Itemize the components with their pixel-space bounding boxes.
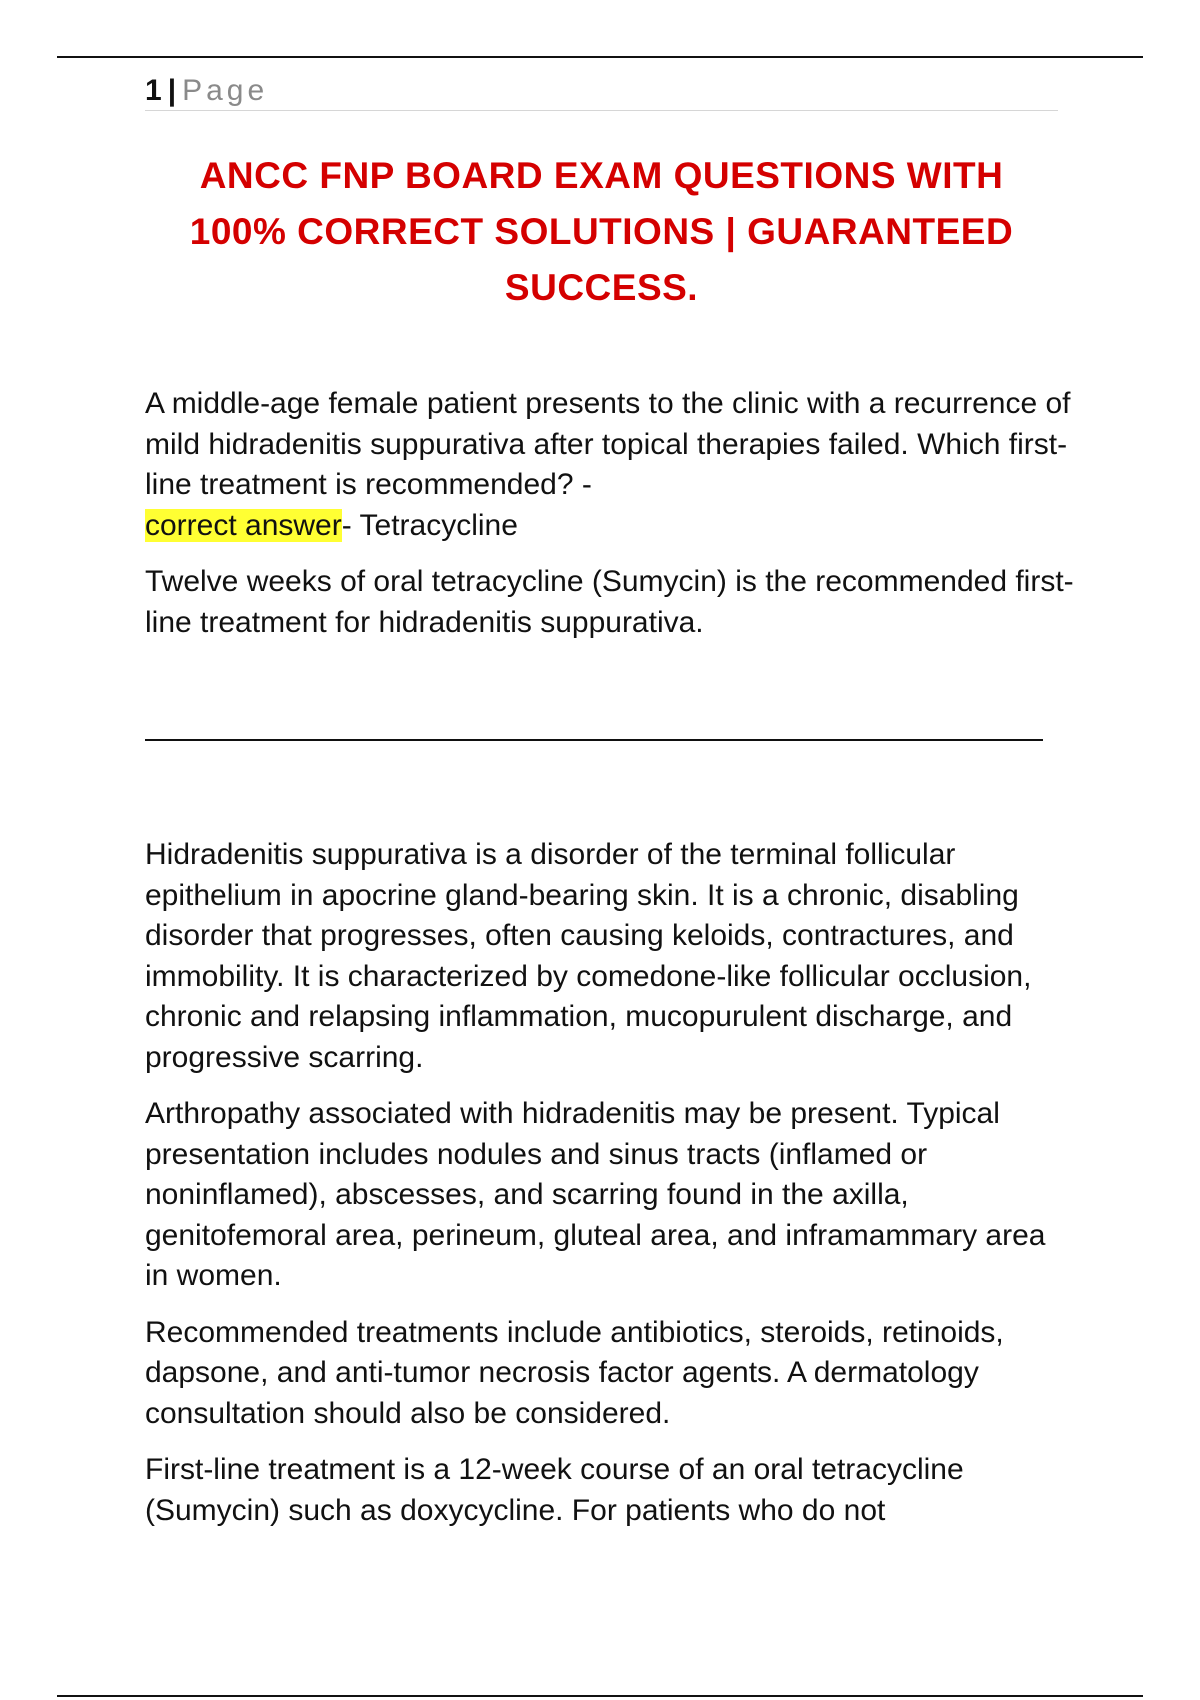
page-separator: |: [167, 74, 177, 107]
page-top-rule: [57, 56, 1143, 58]
body-paragraph-2: Arthropathy associated with hidradenitis may be present. Typical presentation includes nodules and sinus tracts (inflamed or noninflamed), abscesses, and scarring found in the axilla, genitofemoral area, perineum, gluteal area, and inframammary area in women.: [145, 1097, 1046, 1292]
body-paragraph-4: First-line treatment is a 12-week course of an oral tetracycline (Sumycin) such as doxycycline. For patients who do not: [145, 1453, 964, 1527]
page-header: [145, 72, 1058, 111]
page-label: Page: [182, 74, 269, 107]
question-paragraph: [145, 384, 1075, 546]
answer-label-highlight: correct answer: [145, 508, 342, 542]
question-text: A middle-age female patient presents to the clinic with a recurrence of mild hidradenitis suppurativa after topical therapies failed. Which first-line treatment is recommended? -: [145, 387, 1071, 501]
title-line-2: 100% CORRECT SOLUTIONS | GUARANTEED: [189, 211, 1014, 252]
document-body: [145, 384, 1075, 1531]
explanation-paragraph: Twelve weeks of oral tetracycline (Sumycin) is the recommended first-line treatment for hidradenitis suppurativa.: [145, 565, 1074, 639]
title-line-1: ANCC FNP BOARD EXAM QUESTIONS WITH: [199, 155, 1004, 196]
page-bottom-rule: [57, 1695, 1143, 1697]
body-paragraph-1: Hidradenitis suppurativa is a disorder of the terminal follicular epithelium in apocrine gland-bearing skin. It is a chronic, disabling disorder that progresses, often causing keloids, contractures, and immobility. It is characterized by comedone-like follicular occlusion, chronic and relapsing inflammation, mucopurulent discharge, and progressive scarring.: [145, 838, 1032, 1074]
answer-text: - Tetracycline: [341, 508, 518, 542]
body-paragraph-3: Recommended treatments include antibiotics, steroids, retinoids, dapsone, and anti-tumor necrosis factor agents. A dermatology consultation should also be considered.: [145, 1315, 1004, 1430]
page-number: 1: [145, 74, 162, 107]
document-title: [145, 148, 1058, 316]
section-divider: [145, 739, 1043, 741]
title-line-3: SUCCESS.: [504, 267, 699, 308]
